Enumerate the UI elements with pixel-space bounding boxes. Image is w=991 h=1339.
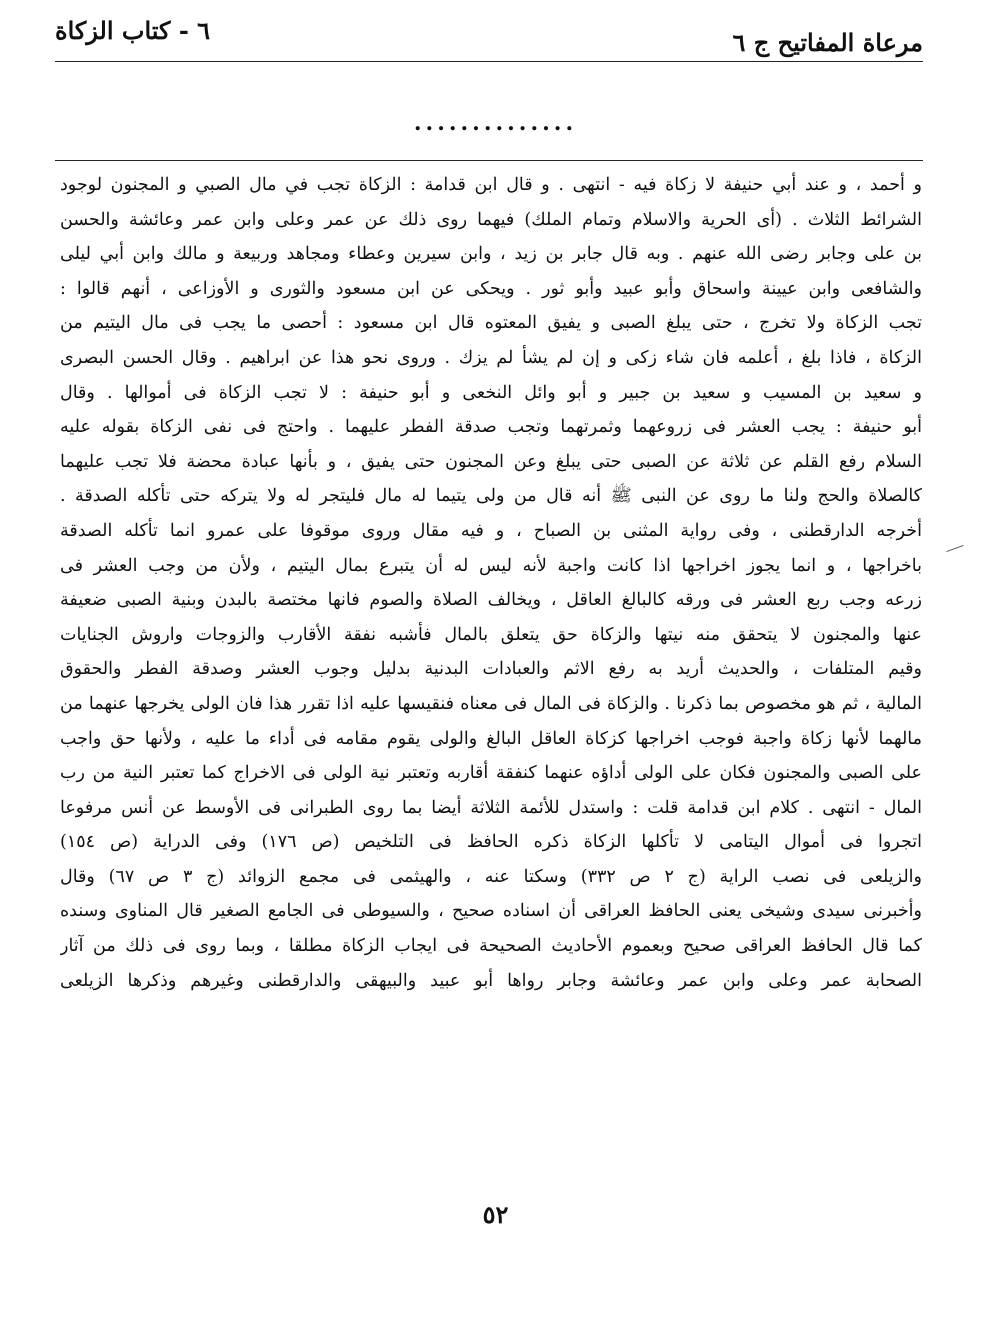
text-line: كما قال الحافظ العراقى صحيح وبعموم الأحاديث الصحيحة فى ايجاب الزكاة مطلقا ، وبما روى فى ذلك من آثار: [60, 936, 922, 957]
text-line: على الصبى والمجنون فكان على الولى أداؤه عنهما كنفقة أقاربه وتعتبر نية الولى فى الاخراج كما تعتبر النية من رب: [60, 763, 922, 784]
text-line: السلام رفع القلم عن ثلاثة عن الصبى حتى يبلغ وعن المجنون حتى يفيق ، و بأنها عبادة محضة فلا تجب عليهما: [60, 451, 922, 472]
text-line: كالصلاة والحج ولنا ما روى عن النبى ﷺ أنه قال من ولى يتيما له مال فليتجر له ولا يتركه حتى تأكله الصدقة .: [60, 486, 922, 507]
text-line: و أحمد ، و عند أبي حنيفة لا زكاة فيه - انتهى . و قال ابن قدامة : الزكاة تجب في مال الصبي و المجنون لوجود: [60, 175, 922, 195]
section-separator: ..............: [413, 110, 578, 136]
text-line: المالية ، ثم هو مخصوص بما ذكرنا . والزكاة فى المال فى معناه فنقيسها عليه اذا تقرر هذا فان الولى يخرجها عنهما من: [60, 693, 922, 714]
text-line: الشرائط الثلاث . (أى الحرية والاسلام وتمام الملك) فيهما روى ذلك عن عمر وعلى وابن عمر وعائشة والحسن: [60, 209, 922, 230]
running-header: [55, 14, 923, 62]
body-divider: [55, 160, 923, 161]
margin-mark: [946, 545, 963, 552]
body-text: [60, 168, 922, 998]
text-line: عنها والمجنون لا يتحقق منه نيتها والزكاة حق يتعلق بالمال فأشبه نفقة الأقارب والزوجات واروش الجنايات: [60, 624, 922, 645]
text-line: وأخبرنى سيدى وشيخى يعنى الحافظ العراقى أن اسناده صحيح ، والسيوطى فى الجامع الصغير قال المناوى وسنده: [60, 901, 922, 922]
text-line: أبو حنيفة : يجب العشر فى زروعهما وثمرتهما وتجب صدقة الفطر عليهما . واحتج فى نفى الزكاة بقوله عليه: [60, 417, 922, 438]
text-line: الزكاة ، فاذا بلغ ، أعلمه فان شاء زكى و إن لم يشأ لم يزك . وروى نحو هذا عن ابراهيم . وقال الحسن البصرى: [60, 347, 922, 368]
text-line: والشافعى وابن عيينة واسحاق وأبو عبيد وأبو ثور . ويحكى عن ابن مسعود والثورى و الأوزاعى ، أنهم قالوا :: [60, 278, 922, 299]
text-line: المال - انتهى . كلام ابن قدامة قلت : واستدل للأئمة الثلاثة أيضا بما روى الطبرانى فى الأوسط عن أنس مرفوعا: [60, 797, 922, 818]
book-title: مرعاة المفاتيح ج ٦: [732, 28, 923, 57]
text-line: و سعيد بن المسيب و سعيد بن جبير و أبو وائل النخعى و أبو حنيفة : لا تجب الزكاة فى أموالها . وقال: [60, 382, 922, 403]
text-line: الصحابة عمر وعلى وابن عمر وعائشة وجابر رواها أبو عبيد والبيهقى والدارقطنى وغيرهم وذكرها الزيلعى: [60, 970, 922, 991]
chapter-title: ٦ - كتاب الزكاة: [55, 16, 211, 45]
text-line: زرعه وجب ربع العشر فى ورقه كالبالغ العاقل ، ويخالف الصلاة والصوم فانها مختصة بالبدن وبنية الصبى ضعيفة: [60, 590, 922, 611]
text-line: اتجروا فى أموال اليتامى لا تأكلها الزكاة ذكره الحافظ فى التلخيص (ص ١٧٦) وفى الدراية (ص ١٥٤): [60, 832, 922, 853]
text-line: بن على وجابر رضى الله عنهم . وبه قال جابر بن زيد ، وابن سيرين وعطاء ومجاهد وربيعة و مالك وابن أبي ليلى: [60, 244, 922, 265]
text-line: أخرجه الدارقطنى ، وفى رواية المثنى بن الصباح ، و فيه مقال وروى موقوفا على عمرو انما تأكله الصدقة: [60, 520, 922, 541]
text-line: مالهما لأنها زكاة واجبة فوجب اخراجها كزكاة العاقل البالغ والولى يقوم مقامه فى أداء ما عليه ، ولأنها حق واجب: [60, 728, 922, 749]
text-line: باخراجها ، و انما يجوز اخراجها اذا كانت واجبة لأنه ليس له أن يتبرع بمال اليتيم ، ولأن من وجب العشر فى: [60, 555, 922, 576]
header-divider: [55, 61, 923, 62]
text-line: وقيم المتلفات ، والحديث أريد به رفع الاثم والعبادات البدنية بدليل وجوب العشر وصدقة الفطر والحقوق: [60, 659, 922, 680]
text-line: تجب الزكاة ولا تخرج ، حتى يبلغ الصبى و يفيق المعتوه قال ابن مسعود : أحصى ما يجب فى مال اليتيم من: [60, 313, 922, 334]
page-number: ٥٢: [482, 1200, 509, 1229]
text-line: والزيلعى فى نصب الراية (ج ٢ ص ٣٣٢) وسكتا عنه ، والهيثمى فى مجمع الزوائد (ج ٣ ص ٦٧) وقال: [60, 866, 922, 887]
